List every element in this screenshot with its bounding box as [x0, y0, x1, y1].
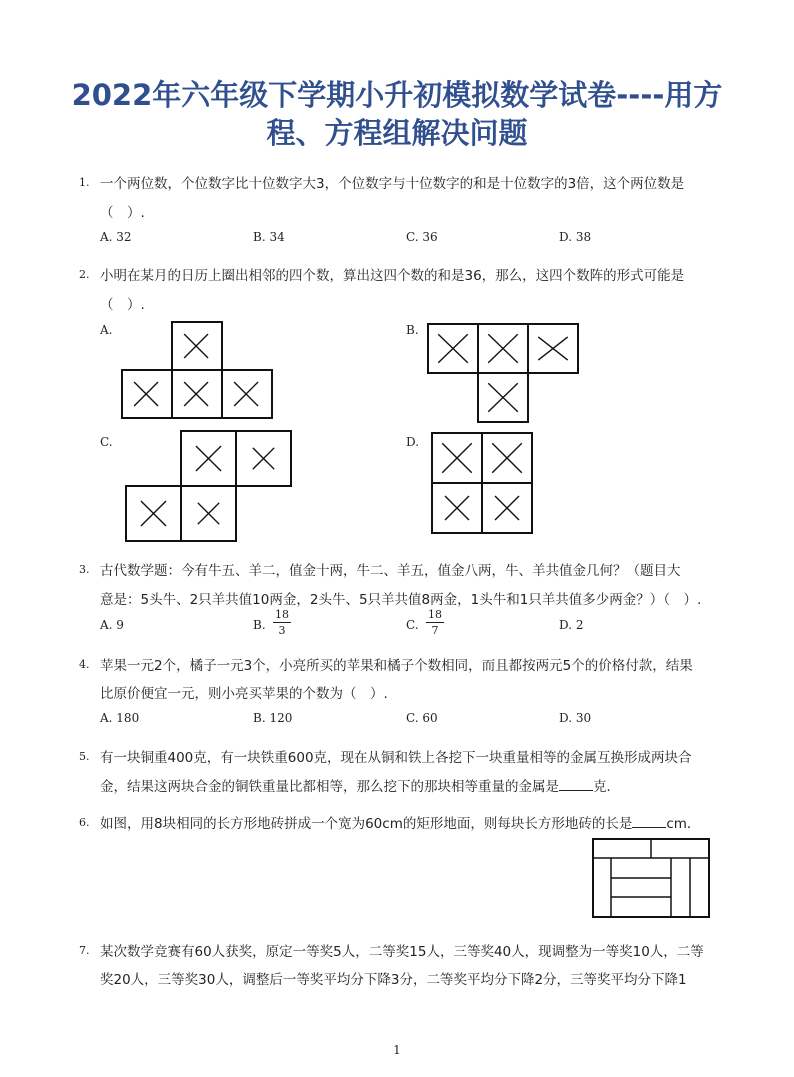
- calendar-cell: [180, 430, 237, 487]
- q5-line-1: 有一块铜重400克，有一块铁重600克，现在从铜和铁上各挖下一块重量相等的金属互换形成两块合: [100, 750, 692, 766]
- calendar-cell: [121, 369, 173, 419]
- q7-line-1: 某次数学竞赛有60人获奖，原定一等奖5人，二等奖15人，三等奖40人，现调整为一等奖10人，二等: [100, 944, 704, 960]
- q2-number: 2.: [79, 268, 90, 281]
- fraction-numerator: 18: [428, 608, 442, 621]
- q4-line-2: 比原价便宜一元，则小亮买苹果的个数为（ ）.: [100, 686, 388, 702]
- q2-option-a-label: A.: [100, 323, 113, 337]
- calendar-cell: [221, 369, 273, 419]
- q5-answer-blank: [559, 790, 593, 791]
- calendar-cell: [235, 430, 292, 487]
- q1-option-b: B. 34: [253, 230, 285, 244]
- calendar-cell: [527, 323, 579, 374]
- calendar-cell: [427, 323, 479, 374]
- q1-line-2: （ ）.: [100, 205, 145, 221]
- q6-line-1-text: 如图，用8块相同的长方形地砖拼成一个宽为60cm的矩形地面，则每块长方形地砖的长是: [100, 816, 633, 832]
- calendar-cell: [125, 485, 182, 542]
- q1-line-1: 一个两位数，个位数字比十位数字大3，个位数字与十位数字的和是十位数字的3倍，这个两位数是: [100, 176, 685, 192]
- calendar-cell: [477, 323, 529, 374]
- q4-line-1: 苹果一元2个，橘子一元3个，小亮所买的苹果和橘子个数相同，而且都按两元5个的价格付款，结果: [100, 658, 693, 674]
- q2-line-2: （ ）.: [100, 297, 145, 313]
- fraction-denominator: 3: [278, 624, 286, 637]
- title-line-2: 程、方程组解决问题: [266, 116, 528, 150]
- q5-line-2: [100, 775, 620, 795]
- title-line-1: 2022年六年级下学期小升初模拟数学试卷----用方: [71, 78, 723, 112]
- q4-option-c: C. 60: [406, 711, 438, 725]
- q4-option-b: B. 120: [253, 711, 293, 725]
- page-title: [60, 76, 734, 152]
- calendar-cell: [431, 482, 483, 534]
- fraction-numerator: 18: [275, 608, 289, 621]
- q5-line-2-suffix: 克．: [593, 779, 620, 795]
- q2-option-b-label: B.: [406, 323, 419, 337]
- q4-option-d: D. 30: [559, 711, 592, 725]
- q3-number: 3.: [79, 563, 90, 576]
- q4-number: 4.: [79, 658, 90, 671]
- q1-option-d: D. 38: [559, 230, 592, 244]
- q5-number: 5.: [79, 750, 90, 763]
- q2-option-c-label: C.: [100, 435, 113, 449]
- calendar-cell: [180, 485, 237, 542]
- q7-line-2: 奖20人，三等奖30人，调整后一等奖平均分下降3分，二等奖平均分下降2分，三等奖平均分下降1: [100, 972, 687, 988]
- q2-line-1: 小明在某月的日历上圈出相邻的四个数，算出这四个数的和是36，那么，这四个数阵的形式可能是: [100, 268, 685, 284]
- q3-option-d: D. 2: [559, 618, 584, 632]
- calendar-cell: [481, 482, 533, 534]
- q3-line-2: 意是：5头牛、2只羊共值10两金，2头牛、5只羊共值8两金，1头牛和1只羊共值多少两金？）（ ）.: [100, 592, 702, 608]
- calendar-cell: [431, 432, 483, 484]
- q2-option-d-label: D.: [406, 435, 420, 449]
- q3-option-c-fraction: [426, 608, 444, 637]
- q6-line-1-suffix: cm．: [666, 816, 701, 832]
- q3-option-c-label: C.: [406, 618, 419, 632]
- calendar-cell: [171, 321, 223, 371]
- q1-number: 1.: [79, 176, 90, 189]
- q1-option-c: C. 36: [406, 230, 438, 244]
- q6-answer-blank: [632, 827, 666, 828]
- q6-number: 6.: [79, 816, 90, 829]
- calendar-cell: [481, 432, 533, 484]
- q4-option-a: A. 180: [100, 711, 140, 725]
- calendar-cell: [171, 369, 223, 419]
- fraction-denominator: 7: [431, 624, 439, 637]
- q3-option-b-fraction: [273, 608, 291, 637]
- calendar-cell: [477, 372, 529, 423]
- q1-option-a: A. 32: [100, 230, 132, 244]
- q3-option-a: A. 9: [100, 618, 124, 632]
- q7-number: 7.: [79, 944, 90, 957]
- page-number: 1: [393, 1043, 401, 1057]
- q6-tiled-rectangle-figure: [592, 838, 710, 918]
- q5-line-2-text: 金，结果这两块合金的铜铁重量比都相等，那么挖下的那块相等重量的金属是: [100, 779, 559, 795]
- q3-line-1: 古代数学题：今有牛五、羊二，值金十两，牛二、羊五，值金八两，牛、羊共值金几何？（题目大: [100, 563, 681, 579]
- q6-line-1: [100, 812, 700, 832]
- q3-option-b-label: B.: [253, 618, 266, 632]
